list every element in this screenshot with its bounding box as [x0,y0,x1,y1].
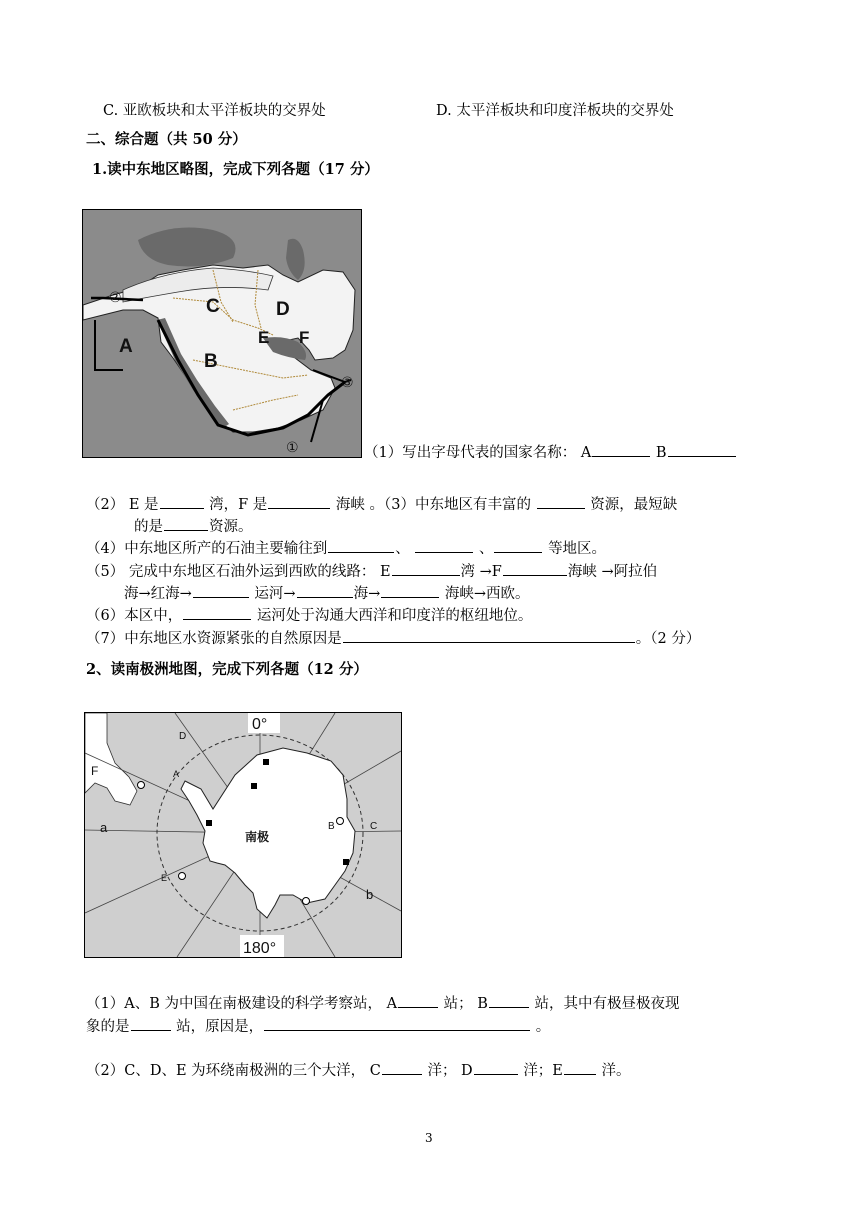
blank-rich-resource[interactable] [537,494,585,509]
q1-p2-c: 海峡 。（3）中东地区有丰富的 [335,497,532,513]
option-d: D. 太平洋板块和印度洋板块的交界处 [436,103,674,119]
q1-p7-a: （7）中东地区水资源紧张的自然原因是 [86,631,342,647]
map-label-route-3: ③ [341,374,354,390]
q1-p2-b: 湾，F 是 [209,497,268,513]
q2-p1-d: 象的是 [86,1019,130,1035]
map-label-b: B [328,821,335,832]
q2-p1-line2 [86,1016,550,1037]
q2-p1-a: （1）A、B 为中国在南极建设的科学考察站， A [86,996,398,1012]
blank-route-strait2[interactable] [381,583,439,598]
blank-export-3[interactable] [494,538,542,553]
blank-route-canal[interactable] [193,583,249,598]
q1-p4-b: 、 [395,541,410,557]
blank-e-gulf[interactable] [160,494,204,509]
map-label-0deg: 0° [252,716,268,733]
blank-f-strait[interactable] [268,494,330,509]
q1-p7-b: 。（2 分） [635,631,701,647]
q2-p1-b: 站； B [443,996,488,1012]
map-label-b: B [204,351,218,372]
blank-station-a[interactable] [398,993,438,1008]
blank-route-strait[interactable] [503,561,567,576]
q1-p5-g: 海峡→西欧。 [444,586,530,602]
middle-east-map-drawing [83,210,361,457]
q1-p7 [86,628,700,649]
blank-a-country[interactable] [592,442,650,457]
map-label-e: E [258,328,270,347]
q1-p5-f: 海→ [353,586,381,602]
q1-p6-a: （6）本区中， [86,608,183,624]
q1-p5-e: 运河→ [254,586,296,602]
map-label-b-line: b [366,887,374,902]
blank-polar-reason[interactable] [264,1016,530,1031]
section-title: 二、综合题（共 50 分） [86,131,247,148]
q1-p2 [86,494,677,515]
page-number: 3 [425,1131,433,1145]
option-c: C. 亚欧板块和太平洋板块的交界处 [103,103,326,119]
middle-east-map [82,209,362,458]
q1-p2-d: 资源，最短缺 [590,497,678,513]
q2-p1-f: 。 [535,1019,551,1035]
q1-p4 [86,538,606,559]
q1-title: 1.读中东地区略图，完成下列各题（17 分） [92,161,379,178]
q1-p4-c: 、 [478,541,494,557]
blank-canal[interactable] [183,605,251,620]
q1-p5 [86,561,657,582]
q2-p2-c: 洋；E [523,1063,563,1079]
map-label-a: A [173,769,180,779]
q1-p1-text: （1）写出字母代表的国家名称： A [364,445,592,461]
map-label-f: F [299,328,310,347]
q2-title: 2、读南极洲地图，完成下列各题（12 分） [86,661,368,678]
q1-p2-e: 的是 [134,519,163,535]
blank-station-b[interactable] [489,993,529,1008]
q1-p6-b: 运河处于沟通大西洋和印度洋的枢纽地位。 [256,608,533,624]
map-label-180deg: 180° [243,940,277,957]
blank-ocean-d[interactable] [474,1060,518,1075]
q1-p5-c: 海峡 →阿拉伯 [567,564,658,580]
q2-p2 [86,1060,631,1081]
blank-short-resource[interactable] [164,516,208,531]
q1-p2-line2 [134,516,253,537]
q2-p1-c: 站，其中有极昼极夜现 [534,996,680,1012]
map-label-c: C [206,296,220,317]
blank-export-1[interactable] [328,538,394,553]
q1-p4-d: 等地区。 [548,541,607,557]
blank-b-country[interactable] [668,442,736,457]
map-label-d: D [179,731,187,742]
q1-p1-text-b: B [655,445,667,461]
map-label-south-pole: 南极 [245,830,270,844]
antarctica-map [84,712,402,958]
q2-p1 [86,993,680,1014]
blank-ocean-e[interactable] [564,1060,596,1075]
map-label-c: C [370,821,378,832]
q1-p5-a: （5） 完成中东地区石油外运到西欧的线路： E [86,564,391,580]
q1-p1 [364,442,737,463]
blank-water-reason[interactable] [343,628,635,643]
blank-export-2[interactable] [415,538,473,553]
q1-p2-f: 资源。 [209,519,253,535]
blank-polar-station[interactable] [131,1016,171,1031]
map-label-d: D [276,299,290,320]
q1-p2-a: （2） E 是 [86,497,159,513]
q1-p5-line2 [124,583,530,604]
q2-p1-e: 站，原因是， [176,1019,264,1035]
q2-p2-a: （2）C、D、E 为环绕南极洲的三个大洋， C [86,1063,381,1079]
q1-p6 [86,605,532,626]
q1-p4-a: （4）中东地区所产的石油主要输往到 [86,541,328,557]
map-label-a: A [119,336,133,357]
blank-ocean-c[interactable] [382,1060,422,1075]
q2-p2-d: 洋。 [601,1063,631,1079]
antarctica-map-drawing [85,713,401,957]
blank-route-sea[interactable] [297,583,353,598]
map-label-f: F [91,764,99,778]
blank-route-gulf[interactable] [392,561,460,576]
map-label-route-1: ① [286,439,299,455]
q1-p5-b: 湾 →F [460,564,502,580]
q1-p5-d: 海→红海→ [124,586,192,602]
map-label-e: E [161,873,168,883]
q2-p2-b: 洋； D [427,1063,473,1079]
map-label-route-2: ② [109,289,122,305]
map-label-a-line: a [100,820,108,835]
